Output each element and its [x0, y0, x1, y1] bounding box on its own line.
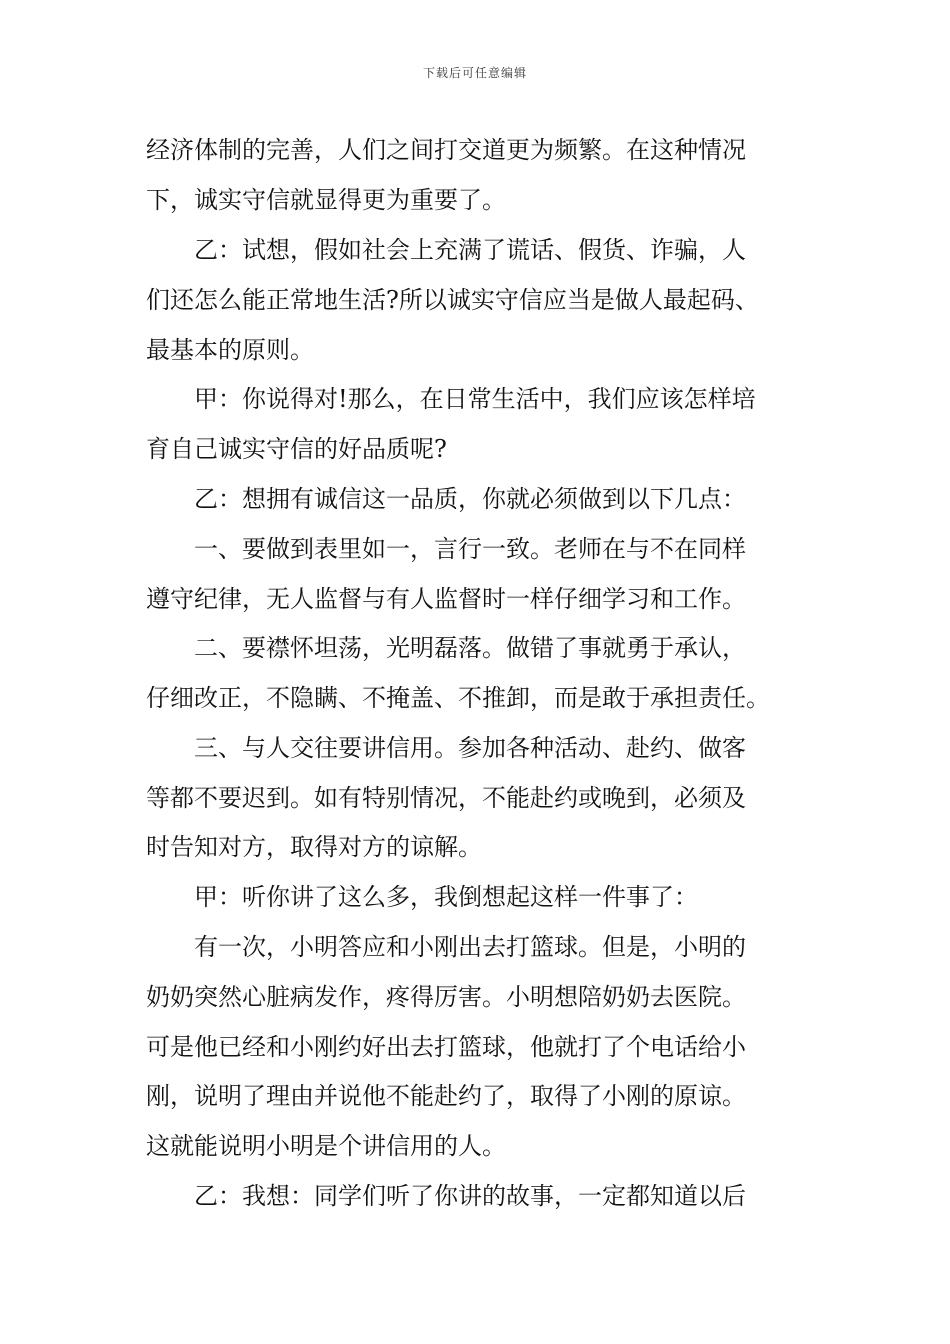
text-line: 可是他已经和小刚约好出去打篮球，他就打了个电话给小 [146, 1033, 746, 1061]
text-line: 甲：听你讲了这么多，我倒想起这样一件事了： [146, 883, 698, 911]
text-line: 二、要襟怀坦荡，光明磊落。做错了事就勇于承认， [146, 634, 746, 662]
text-line: 甲：你说得对!那么，在日常生活中，我们应该怎样培 [146, 385, 756, 413]
text-line: 下，诚实守信就显得更为重要了。 [146, 186, 506, 214]
text-line: 乙：想拥有诚信这一品质，你就必须做到以下几点： [146, 485, 746, 513]
text-line: 乙：试想，假如社会上充满了谎话、假货、诈骗，人 [146, 236, 746, 264]
text-line: 奶奶突然心脏病发作，疼得厉害。小明想陪奶奶去医院。 [146, 983, 746, 1011]
text-line: 有一次，小明答应和小刚出去打篮球。但是，小明的 [146, 933, 746, 961]
text-line: 时告知对方，取得对方的谅解。 [146, 833, 482, 861]
text-line: 们还怎么能正常地生活?所以诚实守信应当是做人最起码、 [146, 286, 759, 314]
text-line: 乙：我想：同学们听了你讲的故事，一定都知道以后 [146, 1182, 746, 1210]
text-line: 刚，说明了理由并说他不能赴约了，取得了小刚的原谅。 [146, 1082, 746, 1110]
text-line: 三、与人交往要讲信用。参加各种活动、赴约、做客 [146, 734, 746, 762]
text-line: 仔细改正，不隐瞒、不掩盖、不推卸，而是敢于承担责任。 [146, 684, 770, 712]
text-line: 这就能说明小明是个讲信用的人。 [146, 1132, 506, 1160]
text-line: 经济体制的完善，人们之间打交道更为频繁。在这种情况 [146, 136, 746, 164]
text-line: 遵守纪律，无人监督与有人监督时一样仔细学习和工作。 [146, 585, 746, 613]
text-line: 育自己诚实守信的好品质呢? [146, 435, 447, 463]
text-line: 一、要做到表里如一，言行一致。老师在与不在同样 [146, 535, 746, 563]
text-line: 等都不要迟到。如有特别情况，不能赴约或晚到，必须及 [146, 784, 746, 812]
text-line: 最基本的原则。 [146, 336, 314, 364]
page-header: 下载后可任意编辑 [422, 66, 527, 80]
